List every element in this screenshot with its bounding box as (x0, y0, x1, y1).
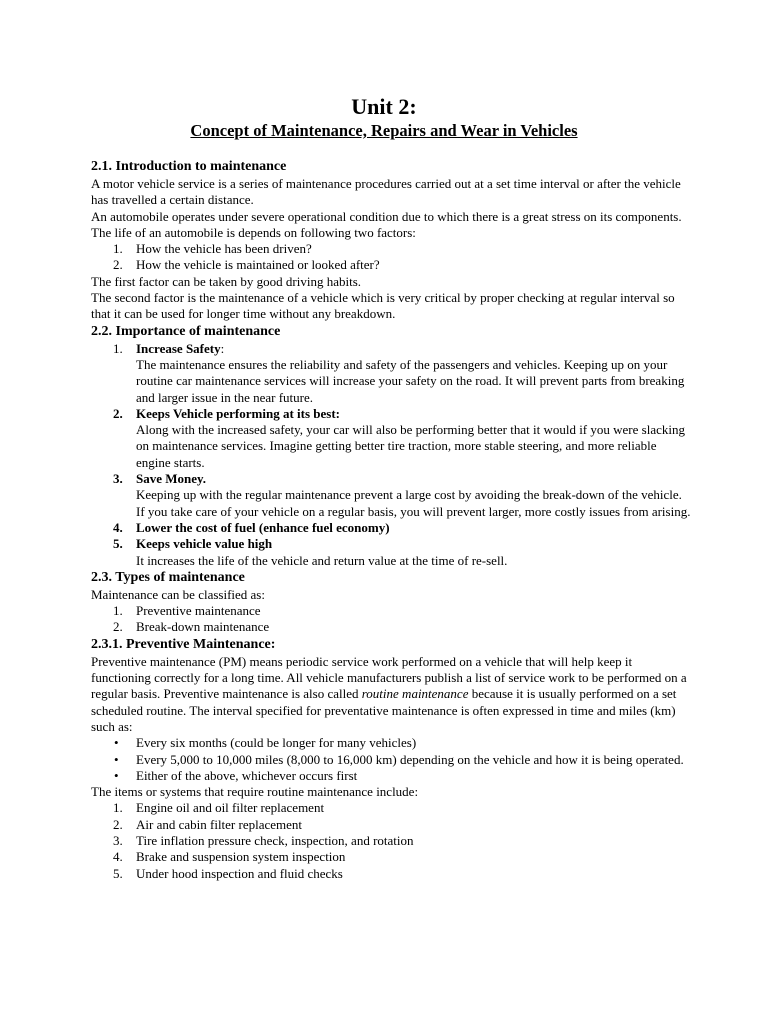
importance-list (91, 341, 691, 569)
item-body: Keeping up with the regular maintenance prevent a large cost by avoiding the break-down of the vehicle. If you take care of your vehicle on a regular basis, you will prevent larger, more costly issues from arising. (136, 487, 691, 519)
interval-bullets (91, 735, 691, 784)
subtitle-text: Concept of Maintenance, Repairs and Wear in Vehicles (190, 121, 578, 140)
item-body: The maintenance ensures the reliability and safety of the passengers and vehicles. Keeping up on your routine car maintenance services will increase your safety on the road. It will prevent parts from breaking and larger issue in the near future. (136, 356, 685, 405)
routine-items-list (91, 800, 691, 881)
item-title: Keeps Vehicle performing at its best: (136, 405, 341, 421)
list-text: Engine oil and oil filter replacement (136, 800, 325, 816)
types-intro: Maintenance can be classified as: (91, 586, 265, 602)
preventive-paragraph (91, 654, 691, 735)
intro-paragraph-3: The first factor can be taken by good driving habits. (91, 273, 362, 289)
list-number: 3. (113, 832, 123, 848)
list-item (91, 536, 691, 569)
list-text: Under hood inspection and fluid checks (136, 865, 343, 881)
item-title: Save Money. (136, 471, 207, 487)
list-item (91, 817, 691, 833)
list-item (91, 800, 691, 816)
list-item (91, 603, 691, 619)
list-text: How the vehicle has been driven? (136, 241, 312, 257)
list-text: Air and cabin filter replacement (136, 816, 303, 832)
list-text: Break-down maintenance (136, 619, 270, 635)
intro-paragraph-1: A motor vehicle service is a series of maintenance procedures carried out at a set time interval or after the vehicle has travelled a certain distance. (91, 176, 681, 208)
list-text: Brake and suspension system inspection (136, 849, 346, 865)
list-number: 2. (113, 257, 123, 273)
preventive-text-emphasis: routine maintenance (361, 686, 469, 702)
bullet-text: Either of the above, whichever occurs first (136, 767, 358, 783)
item-title: Increase Safety (136, 340, 221, 356)
heading-preventive: 2.3.1. Preventive Maintenance: (91, 636, 276, 652)
bullet-item (91, 768, 691, 784)
list-number: 5. (113, 536, 123, 552)
list-item (91, 833, 691, 849)
preventive-text-end: because it is usually performed on a set scheduled routine. The interval specified for preventative maintenance is often expressed in time and miles (km) such as: (91, 686, 677, 734)
item-title: Keeps vehicle value high (136, 536, 273, 552)
document-subtitle (0, 121, 768, 141)
bullet-item (91, 752, 691, 768)
types-list (91, 603, 691, 636)
list-item (91, 257, 691, 273)
bullet-text: Every 5,000 to 10,000 miles (8,000 to 16,000 km) depending on the vehicle and how it is being operated. (136, 751, 684, 767)
factors-list (91, 241, 691, 274)
list-number: 2. (113, 816, 123, 832)
heading-types: 2.3. Types of maintenance (91, 569, 245, 585)
item-title-suffix: : (220, 340, 225, 356)
list-text: How the vehicle is maintained or looked after? (136, 257, 380, 273)
routine-items-intro: The items or systems that require routine maintenance include: (91, 784, 419, 800)
bullet-icon: • (114, 767, 119, 783)
list-number: 1. (113, 241, 123, 257)
bullet-text: Every six months (could be longer for many vehicles) (136, 735, 417, 751)
heading-importance: 2.2. Importance of maintenance (91, 323, 281, 339)
list-number: 1. (113, 340, 123, 356)
list-number: 4. (113, 519, 123, 535)
preventive-text-start: Preventive maintenance (PM) means periodic service work performed on a vehicle that will help keep it functioning correctly for a long time. All vehicle manufacturers publish a list of service work to be performed on a regular basis. Preventive maintenance is also called (91, 653, 687, 702)
list-number: 2. (113, 405, 123, 421)
list-item (91, 849, 691, 865)
list-number: 4. (113, 849, 123, 865)
item-body: Along with the increased safety, your car will also be performing better that it would if you were slacking on maintenance services. Imagine getting better tire traction, more stable steering, and more reliable engine starts. (136, 422, 685, 470)
list-text: Preventive maintenance (136, 603, 261, 619)
item-title: Lower the cost of fuel (enhance fuel economy) (136, 519, 390, 535)
list-number: 2. (113, 619, 123, 635)
list-item (91, 241, 691, 257)
unit-title: Unit 2: (351, 94, 417, 119)
list-number: 1. (113, 603, 123, 619)
list-item (91, 866, 691, 882)
document-body (91, 158, 691, 882)
list-text: Tire inflation pressure check, inspection, and rotation (136, 832, 414, 848)
bullet-icon: • (114, 751, 119, 767)
heading-introduction: 2.1. Introduction to maintenance (91, 159, 287, 174)
list-item (91, 406, 691, 471)
item-body: It increases the life of the vehicle and return value at the time of re-sell. (136, 552, 508, 568)
list-item (91, 341, 691, 406)
bullet-item (91, 735, 691, 751)
list-item (91, 619, 691, 635)
list-item (91, 471, 691, 520)
list-item (91, 520, 691, 536)
intro-paragraph-2: An automobile operates under severe operational condition due to which there is a great stress on its components. The life of an automobile is depends on following two factors: (91, 208, 682, 240)
bullet-icon: • (114, 735, 119, 751)
intro-paragraph-4: The second factor is the maintenance of a vehicle which is very critical by proper checking at regular interval so that it can be used for longer time without any breakdown. (91, 290, 675, 322)
list-number: 3. (113, 471, 123, 487)
list-number: 1. (113, 800, 123, 816)
list-number: 5. (113, 865, 123, 881)
